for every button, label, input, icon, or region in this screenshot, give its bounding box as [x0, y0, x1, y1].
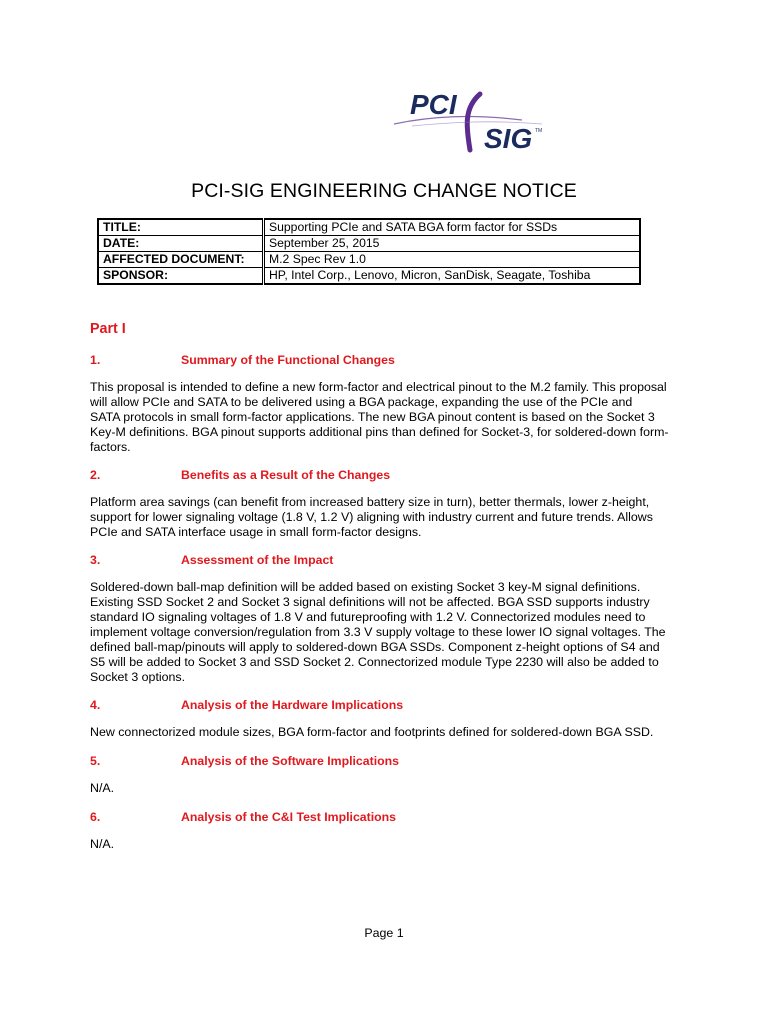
info-row — [98, 252, 640, 268]
paragraph-line: factors. — [90, 440, 131, 454]
paragraph-line: This proposal is intended to define a new form-factor and electrical pinout to the M.2 family. This proposal — [90, 380, 667, 394]
paragraph-line: N/A. — [90, 781, 115, 795]
paragraph-line: SATA protocols in small form-factor applications. The new BGA pinout content is based on the Socket 3 — [90, 410, 655, 424]
section-paragraph — [90, 781, 690, 796]
logo-tm: TM — [535, 128, 543, 134]
info-table — [97, 218, 641, 285]
info-value: September 25, 2015 — [264, 236, 641, 252]
part-heading: Part I — [90, 321, 126, 337]
section-paragraph — [90, 837, 690, 852]
paragraph-line: will allow PCIe and SATA to be delivered using a BGA package, expanding the use of the PCIe and — [90, 395, 633, 409]
section-number: 5. — [90, 754, 101, 768]
paragraph-line: Soldered-down ball-map definition will be added based on existing Socket 3 key-M signal definitions. — [90, 580, 641, 594]
paragraph-line: defined ball-map/pinouts will apply to soldered-down BGA SSDs. Component z-height options of S4 and — [90, 640, 660, 654]
section-title: Benefits as a Result of the Changes — [181, 468, 391, 482]
paragraph-line: implement voltage conversion/regulation from 3.3 V supply voltage to these lower IO signal voltages. The — [90, 625, 666, 639]
paragraph-line: Key-M definitions. BGA pinout supports additional pins than defined for Socket-3, for soldered-down form- — [90, 425, 669, 439]
paragraph-line: PCIe and SATA interface usage in small form-factor designs. — [90, 525, 422, 539]
paragraph-line: N/A. — [90, 837, 115, 851]
info-row — [98, 236, 640, 252]
section-paragraph — [90, 380, 690, 455]
section-title: Analysis of the Software Implications — [181, 754, 399, 768]
info-label: TITLE: — [98, 219, 264, 236]
section-paragraph — [90, 580, 690, 685]
info-label: DATE: — [98, 236, 264, 252]
pci-sig-logo — [392, 86, 552, 156]
info-label: AFFECTED DOCUMENT: — [98, 252, 264, 268]
logo-text-sig: SIG — [484, 123, 533, 154]
page-number: Page 1 — [364, 926, 404, 940]
paragraph-line: standard IO signaling voltages of 1.8 V and futureproofing with 1.2 V. Connectorized modules need to — [90, 610, 646, 624]
info-row — [98, 268, 640, 285]
section-title: Analysis of the C&I Test Implications — [181, 810, 397, 824]
section-paragraph — [90, 495, 690, 540]
info-row — [98, 219, 640, 236]
section-number: 6. — [90, 810, 101, 824]
paragraph-line: Platform area savings (can benefit from increased battery size in turn), better thermals, lower z-height, — [90, 495, 650, 509]
info-value: HP, Intel Corp., Lenovo, Micron, SanDisk, Seagate, Toshiba — [264, 268, 641, 285]
document-title: PCI-SIG ENGINEERING CHANGE NOTICE — [191, 180, 577, 202]
paragraph-line: S5 will be added to Socket 3 and SSD Socket 2. Connectorized module Type 2230 will also be added to — [90, 655, 659, 669]
paragraph-line: Socket 3 options. — [90, 670, 186, 684]
section-paragraph — [90, 725, 690, 740]
section-number: 2. — [90, 468, 101, 482]
section-number: 1. — [90, 353, 101, 367]
paragraph-line: New connectorized module sizes, BGA form-factor and footprints defined for soldered-down BGA SSD. — [90, 725, 654, 739]
section-title: Analysis of the Hardware Implications — [181, 698, 404, 712]
info-value: M.2 Spec Rev 1.0 — [264, 252, 641, 268]
section-title: Assessment of the Impact — [181, 553, 334, 567]
section-number: 3. — [90, 553, 101, 567]
section-number: 4. — [90, 698, 101, 712]
paragraph-line: Existing SSD Socket 2 and Socket 3 signal definitions will not be affected. BGA SSD supports industry — [90, 595, 650, 609]
info-value: Supporting PCIe and SATA BGA form factor for SSDs — [264, 219, 641, 236]
logo-text-pci: PCI — [410, 89, 457, 120]
paragraph-line: support for lower signaling voltage (1.8 V, 1.2 V) aligning with industry current and future trends. Allows — [90, 510, 653, 524]
info-label: SPONSOR: — [98, 268, 264, 285]
section-title: Summary of the Functional Changes — [181, 353, 395, 367]
